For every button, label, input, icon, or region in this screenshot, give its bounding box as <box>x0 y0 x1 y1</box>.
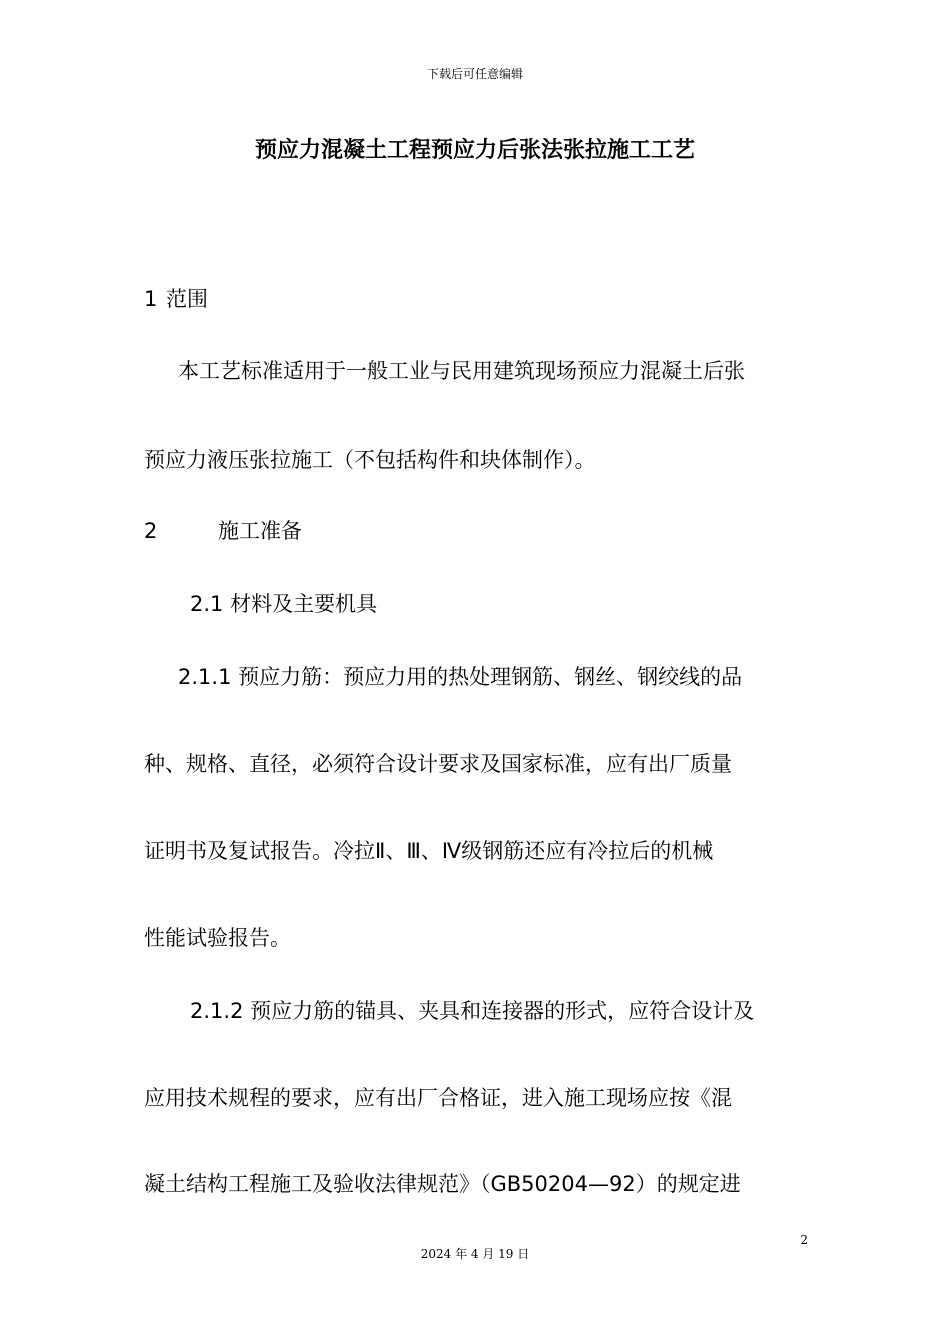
page-number: 2 <box>800 1233 808 1247</box>
footer-date: 2024 年 4 月 19 日 <box>420 1247 530 1261</box>
header-note: 下载后可任意编辑 <box>426 67 523 81</box>
section-1-paragraph-line-2: 预应力液压张拉施工（不包括构件和块体制作）。 <box>144 448 596 472</box>
section-1-number: 1 <box>144 287 158 311</box>
section-1-title: 范围 <box>166 287 208 311</box>
clause-2-1-1-line-4: 性能试验报告。 <box>144 926 291 950</box>
section-2-title: 施工准备 <box>218 519 302 543</box>
clause-2-1-2-line-3: 凝土结构工程施工及验收法律规范》（GB50204—92）的规定进 <box>144 1172 741 1196</box>
document-title: 预应力混凝土工程预应力后张法张拉施工工艺 <box>254 138 695 163</box>
clause-2-1-1-line-2: 种、规格、直径，必须符合设计要求及国家标准，应有出厂质量 <box>144 752 732 776</box>
clause-2-1-1-line-3: 证明书及复试报告。冷拉Ⅱ、Ⅲ、Ⅳ级钢筋还应有冷拉后的机械 <box>144 839 714 863</box>
clause-2-1-2-line-1: 2.1.2 预应力筋的锚具、夹具和连接器的形式，应符合设计及 <box>190 999 755 1023</box>
subsection-2-1-heading: 2.1 材料及主要机具 <box>190 592 378 616</box>
section-2-number: 2 <box>144 519 158 543</box>
section-1-paragraph-line-1: 本工艺标准适用于一般工业与民用建筑现场预应力混凝土后张 <box>178 359 745 383</box>
clause-2-1-2-line-2: 应用技术规程的要求，应有出厂合格证，进入施工现场应按《混 <box>144 1086 732 1110</box>
clause-2-1-1-line-1: 2.1.1 预应力筋：预应力用的热处理钢筋、钢丝、钢绞线的品 <box>178 665 743 689</box>
